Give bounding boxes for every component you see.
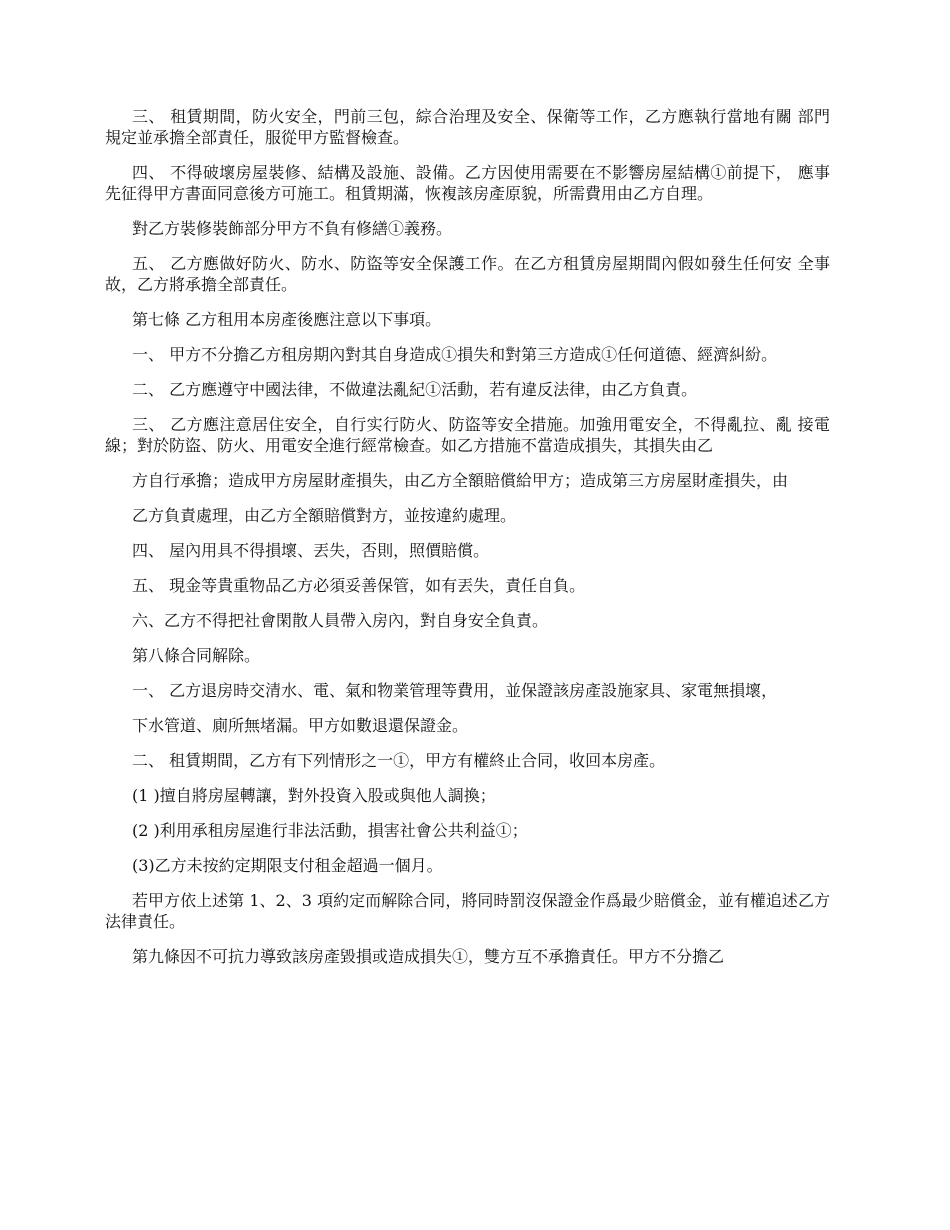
article-8-heading: 第八條合同解除。 <box>132 646 261 665</box>
paragraph-13: 六、乙方不得把社會閑散人員帶入房內，對自身安全負責。 <box>132 611 549 630</box>
paragraph-11: 四、 屋內用具不得損壞、丟失，否則，照價賠償。 <box>132 541 490 560</box>
list-item-1: (1 )擅自將房屋轉讓，對外投資入股或與他人調換； <box>132 786 496 805</box>
document-body <box>105 106 830 981</box>
paragraph-8: 三、 乙方應注意居住安全，自行实行防火、防盜等安全措施。加強用電安全，不得亂拉、亂 接電線；對於防盜、防火、用電安全進行經常檢查。如乙方措施不當造成損失，其損失由乙 <box>105 415 830 455</box>
paragraph-1: 三、 租賃期間，防火安全，門前三包，綜合治理及安全、保衛等工作，乙方應執行當地有關 部門規定並承擔全部責任，服從甲方監督檢查。 <box>105 107 830 147</box>
paragraph-2: 四、 不得破壞房屋裝修、結構及設施、設備。乙方因使用需要在不影響房屋結構①前提下， 應事先征得甲方書面同意後方可施工。租賃期滿，恢複該房產原貌，所需費用由乙方自理。 <box>105 163 830 203</box>
paragraph-7: 二、 乙方應遵守中國法律，不做違法亂紀①活動，若有違反法律，由乙方負責。 <box>132 380 698 399</box>
paragraph-21: 若甲方依上述第 1、2、3 項約定而解除合同，將同時罰沒保證金作爲最少賠償金，並有權追述乙方法律責任。 <box>105 891 830 931</box>
paragraph-10: 乙方負責處理，由乙方全額賠償對方，並按違約處理。 <box>132 506 517 525</box>
paragraph-12: 五、 現金等貴重物品乙方必須妥善保管，如有丟失，責任自負。 <box>132 576 586 595</box>
paragraph-17: 二、 租賃期間，乙方有下列情形之一①，甲方有權終止合同，收回本房產。 <box>132 751 666 770</box>
paragraph-6: 一、 甲方不分擔乙方租房期內對其自身造成①損失和對第三方造成①任何道德、經濟糾紛。 <box>132 345 778 364</box>
paragraph-3: 對乙方裝修裝飾部分甲方不負有修繕①義務。 <box>132 219 453 238</box>
paragraph-4: 五、 乙方應做好防火、防水、防盜等安全保護工作。在乙方租賃房屋期間內假如發生任何安 全事故，乙方將承擔全部責任。 <box>105 254 830 294</box>
article-7-heading: 第七條 乙方租用本房產後應注意以下事項。 <box>132 310 442 329</box>
article-9-paragraph: 第九條因不可抗力導致該房產毀損或造成損失①，雙方互不承擔責任。甲方不分擔乙 <box>132 947 725 966</box>
list-item-3: (3)乙方未按約定期限支付租金超過一個月。 <box>132 856 443 875</box>
list-item-2: (2 )利用承租房屋進行非法活動，損害社會公共利益①； <box>132 821 528 840</box>
paragraph-9: 方自行承擔；造成甲方房屋財產損失，由乙方全額賠償給甲方；造成第三方房屋財產損失，由 <box>132 471 789 490</box>
paragraph-15: 一、 乙方退房時交清水、電、氣和物業管理等費用，並保證該房產設施家具、家電無損壞， <box>132 681 778 700</box>
paragraph-16: 下水管道、廁所無堵漏。甲方如數退還保證金。 <box>132 716 469 735</box>
